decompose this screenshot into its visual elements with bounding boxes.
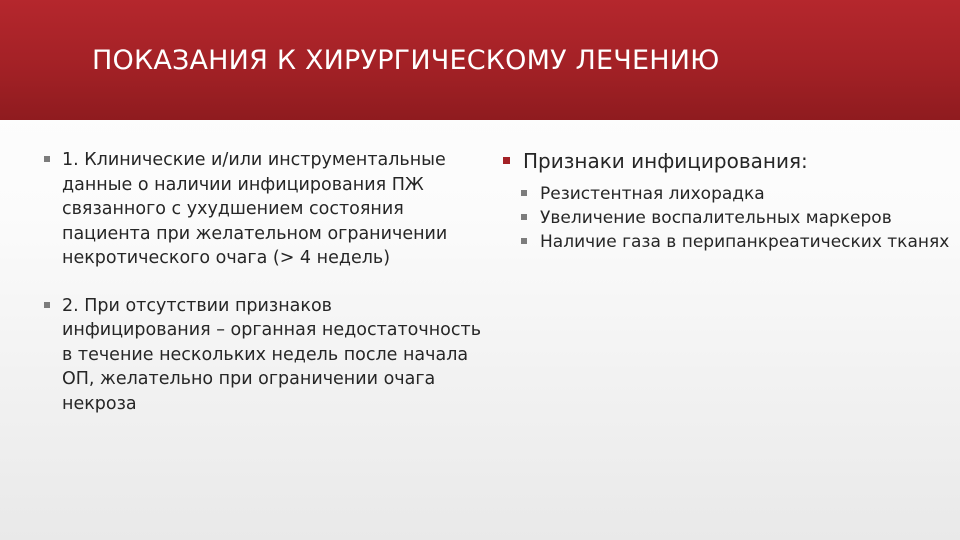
square-bullet-icon	[521, 238, 527, 244]
square-bullet-icon	[44, 302, 50, 308]
list-item-text: Увеличение воспалительных маркеров	[540, 208, 892, 228]
square-bullet-icon	[503, 157, 510, 164]
list-item	[521, 182, 953, 206]
list-item-text: 2. При отсутствии признаков инфицирования – органная недостаточность в течение нескольких недель после начала ОП, желательно при ограничении очага некроза	[62, 295, 482, 414]
infection-signs-list	[521, 182, 953, 254]
list-item-text: Резистентная лихорадка	[540, 184, 765, 204]
square-bullet-icon	[521, 190, 527, 196]
list-item	[521, 206, 953, 230]
square-bullet-icon	[521, 214, 527, 220]
list-item-text: 1. Клинические и/или инструментальные данные о наличии инфицирования ПЖ связанного с ухудшением состояния пациента при желательном ограничении некротического очага (> 4 недель)	[62, 150, 448, 268]
infection-signs-heading	[503, 148, 953, 174]
heading-text: Признаки инфицирования:	[523, 149, 808, 173]
list-item	[521, 230, 953, 254]
title-banner	[0, 0, 960, 120]
list-item	[44, 294, 484, 417]
square-bullet-icon	[44, 156, 50, 162]
right-column	[503, 148, 953, 254]
left-column	[44, 148, 484, 416]
list-item-text: Наличие газа в перипанкреатических тканях	[540, 232, 950, 252]
list-item	[44, 148, 484, 271]
slide-title: ПОКАЗАНИЯ К ХИРУРГИЧЕСКОМУ ЛЕЧЕНИЮ	[92, 45, 720, 76]
